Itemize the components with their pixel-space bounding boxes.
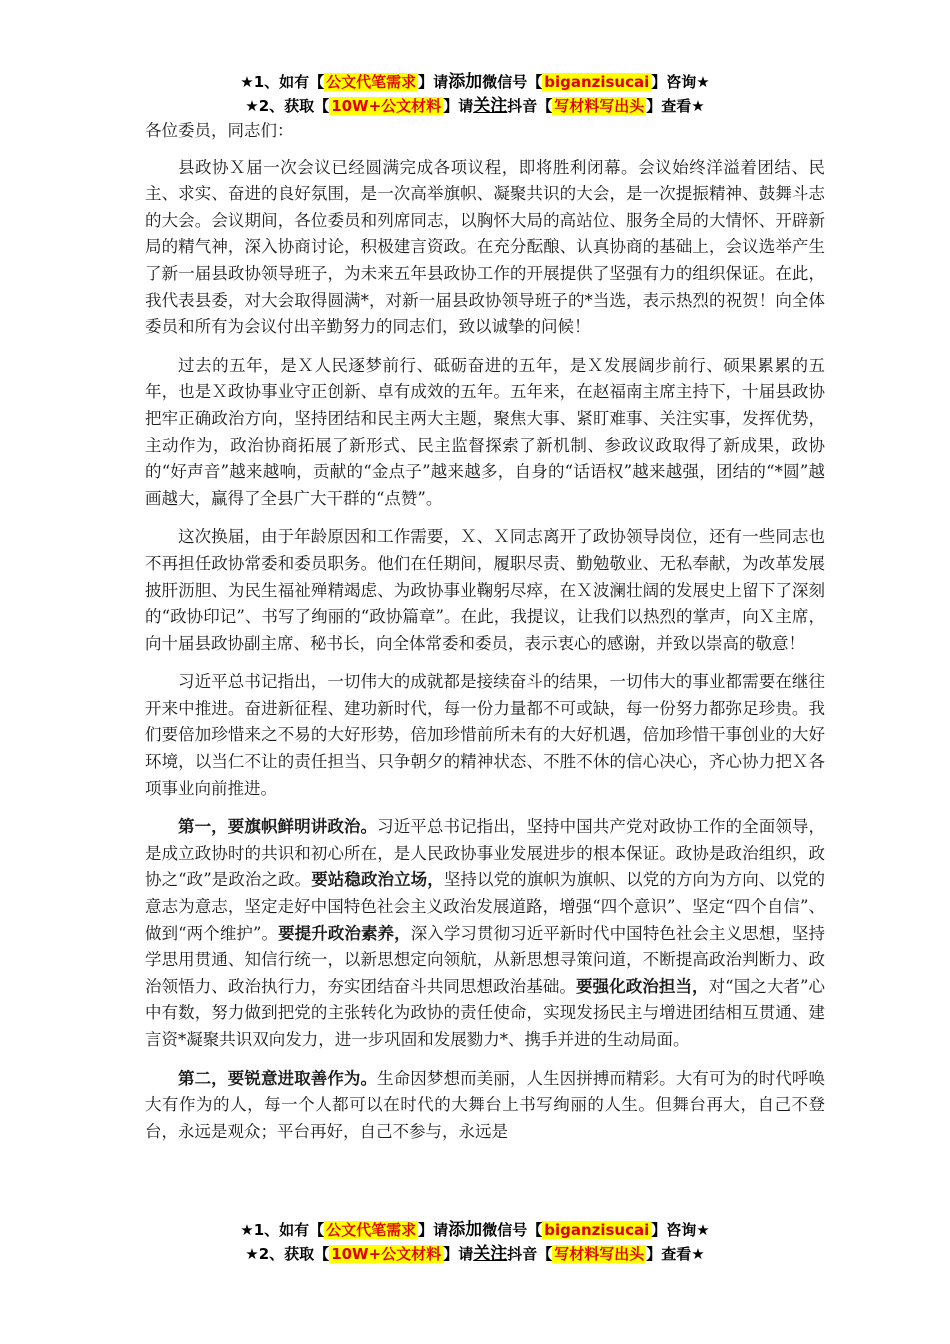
promo-banner-top — [0, 70, 950, 118]
promo-highlight: 10W+公文材料 — [331, 1245, 442, 1263]
promo-text: 】请 — [443, 97, 474, 115]
promo-text: 微信号【 — [482, 73, 543, 91]
promo-text: 】请 — [418, 1221, 449, 1239]
promo-highlight-douyin-id: 写材料写出头 — [554, 97, 645, 115]
promo-highlight: 公文代笔需求 — [326, 1221, 417, 1239]
document-body — [145, 118, 825, 1145]
promo-emphasis: 添加 — [448, 1220, 483, 1240]
promo-highlight-douyin-id: 写材料写出头 — [554, 1245, 645, 1263]
promo-text: ★2、获取【 — [245, 1245, 330, 1263]
promo-text: 】查看★ — [646, 1245, 705, 1263]
promo-text: 】请 — [418, 73, 449, 91]
paragraph-5 — [145, 814, 825, 1053]
salutation: 各位委员，同志们： — [145, 121, 294, 140]
paragraph-text: 习近平总书记指出，坚持中国共产党对政协工作的全面领导，是成立政协时的共识和初心所在，是人民政协事业发展进步的根本保证。政协是政治组织，政协之“政”是政治之政。 — [145, 817, 826, 890]
promo-highlight-wechat-id: biganzisucai — [544, 1221, 650, 1239]
paragraph-text: 对“国之大者”心中有数，努力做到把党的主张转化为政协的责任使命，实现发扬民主与增进团结相互贯通、建言资*凝聚共识双向发力，进一步巩固和发展勠力*、携手并进的生动局面。 — [145, 976, 826, 1049]
promo-text: 抖音【 — [507, 97, 553, 115]
promo-text: ★1、如有【 — [240, 73, 325, 91]
paragraph-1: 县政协Ｘ届一次会议已经圆满完成各项议程，即将胜利闭幕。会议始终洋溢着团结、民主、求实、奋进的良好氛围，是一次高举旗帜、凝聚共识的大会，是一次提振精神、鼓舞斗志的大会。会议期间，各位委员和列席同志，以胸怀大局的高站位、服务全局的大情怀、开辟新局的精气神，深入协商讨论，积极建言资政。在充分酝酿、认真协商的基础上，会议选举产生了新一届县政协领导班子，为未来五年县政协工作的开展提供了坚强有力的组织保证。在此，我代表县委，对大会取得圆满*，对新一届县政协领导班子的*当选，表示热烈的祝贺！向全体委员和所有为会议付出辛勤努力的同志们，致以诚挚的问候！ — [145, 157, 825, 337]
promo-emphasis: 添加 — [448, 72, 483, 92]
promo-text: 抖音【 — [507, 1245, 553, 1263]
promo-line-1 — [0, 70, 950, 94]
promo-emphasis: 关注 — [473, 96, 508, 116]
promo-text: 】咨询★ — [651, 1221, 710, 1239]
promo-highlight-wechat-id: biganzisucai — [544, 73, 650, 91]
paragraph-text: 深入学习贯彻习近平新时代中国特色社会主义思想，坚持学思用贯通、知信行统一，以新思想定向领航，从新思想寻策问道，不断提高政治判断力、政治领悟力、政治执行力，夯实团结奋斗共同思想政治基础。 — [145, 923, 826, 996]
promo-highlight: 10W+公文材料 — [331, 97, 442, 115]
point-heading: 第二，要锐意进取善作为。 — [178, 1068, 378, 1088]
promo-line-2 — [0, 1242, 950, 1266]
paragraph-3: 这次换届，由于年龄原因和工作需要，Ｘ、Ｘ同志离开了政协领导岗位，还有一些同志也不再担任政协常委和委员职务。他们在任期间，履职尽责、勤勉敬业、无私奉献，为改革发展披肝沥胆、为民生福祉殚精竭虑、为政协事业鞠躬尽瘁，在Ｘ波澜壮阔的发展史上留下了深刻的“政协印记”、书写了绚丽的“政协篇章”。在此，我提议，让我们以热烈的掌声，向Ｘ主席，向十届县政协副主席、秘书长，向全体常委和委员，表示衷心的感谢，并致以崇高的敬意！ — [145, 527, 825, 653]
promo-text: ★1、如有【 — [240, 1221, 325, 1239]
sub-point-heading: 要强化政治担当， — [575, 976, 709, 996]
sub-point-heading: 要站稳政治立场， — [311, 870, 444, 890]
paragraph-6 — [145, 1066, 825, 1146]
promo-line-1 — [0, 1218, 950, 1242]
point-heading: 第一，要旗帜鲜明讲政治。 — [178, 817, 378, 837]
promo-line-2 — [0, 94, 950, 118]
promo-text: 】请 — [443, 1245, 474, 1263]
promo-banner-bottom — [0, 1218, 950, 1266]
promo-text: ★2、获取【 — [245, 97, 330, 115]
promo-highlight: 公文代笔需求 — [326, 73, 417, 91]
paragraph-text: 坚持以党的旗帜为旗帜、以党的方向为方向、以党的意志为意志，坚定走好中国特色社会主义政治发展道路，增强“四个意识”、坚定“四个自信”、做到“两个维护”。 — [145, 870, 826, 943]
paragraph-4: 习近平总书记指出，一切伟大的成就都是接续奋斗的结果，一切伟大的事业都需要在继往开来中推进。奋进新征程、建功新时代，每一份力量都不可或缺，每一份努力都弥足珍贵。我们要倍加珍惜来之不易的大好形势，倍加珍惜前所未有的大好机遇，倍加珍惜干事创业的大好环境，以当仁不让的责任担当、只争朝夕的精神状态、不胜不休的信心决心，齐心协力把Ｘ各项事业向前推进。 — [145, 672, 825, 798]
paragraph-text: 生命因梦想而美丽，人生因拼搏而精彩。大有可为的时代呼唤大有作为的人，每一个人都可以在时代的大舞台上书写绚丽的人生。但舞台再大，自己不登台，永远是观众；平台再好，自己不参与，永远是 — [145, 1068, 826, 1141]
sub-point-heading: 要提升政治素养， — [278, 923, 411, 943]
promo-text: 】查看★ — [646, 97, 705, 115]
promo-emphasis: 关注 — [473, 1244, 508, 1264]
promo-text: 】咨询★ — [651, 73, 710, 91]
promo-text: 微信号【 — [482, 1221, 543, 1239]
paragraph-2: 过去的五年，是Ｘ人民逐梦前行、砥砺奋进的五年，是Ｘ发展阔步前行、硕果累累的五年，也是Ｘ政协事业守正创新、卓有成效的五年。五年来，在赵福南主席主持下，十届县政协把牢正确政治方向，坚持团结和民主两大主题，聚焦大事、紧盯难事、关注实事，发挥优势，主动作为，政治协商拓展了新形式、民主监督探索了新机制、参政议政取得了新成果，政协的“好声音”越来越响，贡献的“金点子”越来越多，自身的“话语权”越来越强，团结的“*圆”越画越大，赢得了全县广大干群的“点赞”。 — [145, 355, 825, 508]
